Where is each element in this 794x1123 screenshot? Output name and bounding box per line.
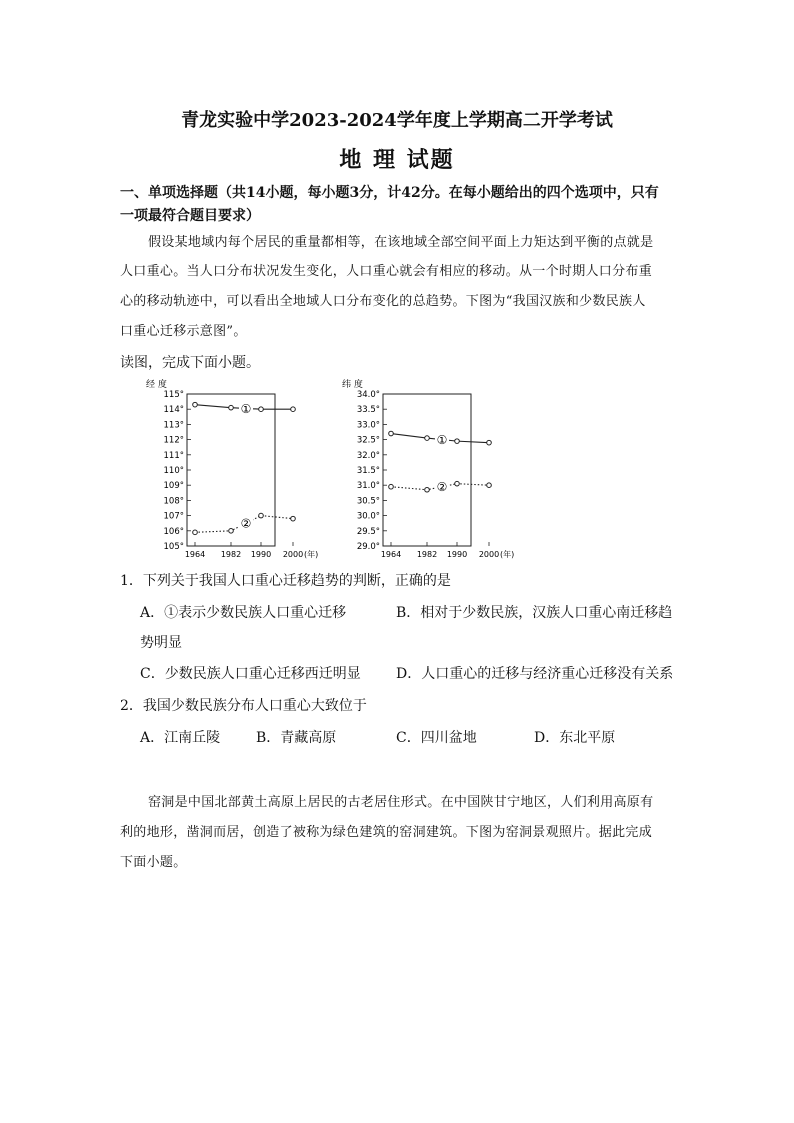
y-tick-label: 32.0°: [356, 450, 380, 461]
data-point: [487, 483, 492, 488]
data-point: [193, 402, 198, 407]
q2-option-d: D．东北平原: [534, 730, 616, 746]
x-axis-label: (年): [500, 550, 515, 559]
y-tick-label: 32.5°: [356, 435, 380, 446]
series-label: ②: [240, 516, 252, 531]
x-tick-label: 2000: [282, 550, 304, 559]
passage1-line: 口重心迁移示意图”。: [120, 324, 247, 339]
y-tick-label: 114°: [163, 405, 184, 416]
y-tick-label: 105°: [163, 542, 184, 552]
x-tick-label: 1982: [416, 550, 438, 559]
y-tick-label: 113°: [163, 420, 184, 431]
data-point: [291, 516, 296, 521]
passage1-line: 人口重心。当人口分布状况发生变化，人口重心就会有相应的移动。从一个时期人口分布重: [120, 264, 653, 279]
data-point: [455, 481, 460, 486]
q2-option-b: B．青藏高原: [256, 730, 337, 746]
y-tick-label: 107°: [163, 511, 184, 522]
question-1-stem: 1．下列关于我国人口重心迁移趋势的判断，正确的是: [120, 573, 451, 589]
data-point: [229, 529, 234, 534]
q1-option-b-cont: 势明显: [140, 635, 182, 651]
y-tick-label: 110°: [163, 466, 184, 476]
series-label: ②: [436, 480, 448, 495]
data-point: [425, 487, 430, 492]
y-tick-label: 34.0°: [356, 390, 380, 400]
question-2-stem: 2．我国少数民族分布人口重心大致位于: [120, 698, 367, 714]
passage2-line: 下面小题。: [120, 855, 187, 870]
q1-option-d: D．人口重心的迁移与经济重心迁移没有关系: [396, 666, 674, 682]
latitude-chart: [336, 378, 515, 567]
subject-title: 地 理 试题: [339, 147, 455, 173]
x-tick-label: 1964: [184, 550, 206, 559]
data-point: [425, 436, 430, 441]
x-tick-label: 1990: [446, 550, 468, 559]
x-tick-label: 1964: [380, 550, 402, 559]
y-tick-label: 112°: [163, 435, 184, 446]
y-tick-label: 111°: [163, 450, 184, 461]
plot-frame: [187, 394, 275, 546]
q1-option-c: C．少数民族人口重心迁移西迁明显: [140, 666, 361, 682]
data-point: [455, 439, 460, 444]
q2-option-a: A．江南丘陵: [140, 730, 221, 746]
section-heading-line2: 一项最符合题目要求）: [120, 208, 260, 224]
data-point: [229, 405, 234, 410]
exam-title: 青龙实验中学2023-2024学年度上学期高二开学考试: [181, 110, 613, 131]
x-axis-label: (年): [304, 550, 319, 559]
y-tick-label: 29.0°: [356, 542, 380, 552]
data-point: [193, 530, 198, 535]
y-tick-label: 31.0°: [356, 481, 380, 492]
passage1-line: 假设某地域内每个居民的重量都相等，在该地域全部空间平面上力矩达到平衡的点就是: [148, 235, 654, 250]
y-tick-label: 29.5°: [356, 526, 380, 537]
latitude-chart-svg: [336, 378, 515, 563]
y-tick-label: 30.0°: [356, 511, 380, 522]
x-tick-label: 1982: [220, 550, 242, 559]
y-axis-label: 经 度: [146, 380, 167, 390]
passage1-line: 心的移动轨迹中，可以看出全地域人口分布变化的总趋势。下图为“我国汉族和少数民族人: [120, 294, 646, 309]
q2-option-c: C．四川盆地: [396, 730, 477, 746]
data-point: [259, 513, 264, 518]
y-tick-label: 31.5°: [356, 466, 380, 476]
longitude-chart: [140, 378, 319, 567]
y-tick-label: 33.0°: [356, 420, 380, 431]
q1-option-a: A．①表示少数民族人口重心迁移: [140, 605, 347, 621]
data-point: [291, 407, 296, 412]
y-axis-label: 纬 度: [342, 380, 363, 390]
y-tick-label: 106°: [163, 526, 184, 537]
instruction: 读图，完成下面小题。: [120, 355, 260, 371]
x-tick-label: 2000: [478, 550, 500, 559]
y-tick-label: 33.5°: [356, 405, 380, 416]
q1-option-b: B．相对于少数民族，汉族人口重心南迁移趋: [396, 605, 673, 621]
data-point: [389, 484, 394, 489]
passage2-line: 窑洞是中国北部黄土高原上居民的古老居住形式。在中国陕甘宁地区，人们利用高原有: [148, 795, 654, 810]
data-point: [389, 431, 394, 436]
plot-frame: [383, 394, 471, 546]
y-tick-label: 115°: [163, 390, 184, 400]
data-point: [487, 440, 492, 445]
series-label: ①: [240, 401, 252, 416]
longitude-chart-svg: [140, 378, 319, 563]
data-point: [259, 407, 264, 412]
y-tick-label: 109°: [163, 481, 184, 492]
section-heading-line1: 一、单项选择题（共14小题，每小题3分，计42分。在每小题给出的四个选项中，只有: [120, 185, 659, 201]
y-tick-label: 108°: [163, 496, 184, 507]
y-tick-label: 30.5°: [356, 496, 380, 507]
x-tick-label: 1990: [250, 550, 272, 559]
series-label: ①: [436, 433, 448, 448]
passage2-line: 利的地形，凿洞而居，创造了被称为绿色建筑的窑洞建筑。下图为窑洞景观照片。据此完成: [120, 825, 653, 840]
